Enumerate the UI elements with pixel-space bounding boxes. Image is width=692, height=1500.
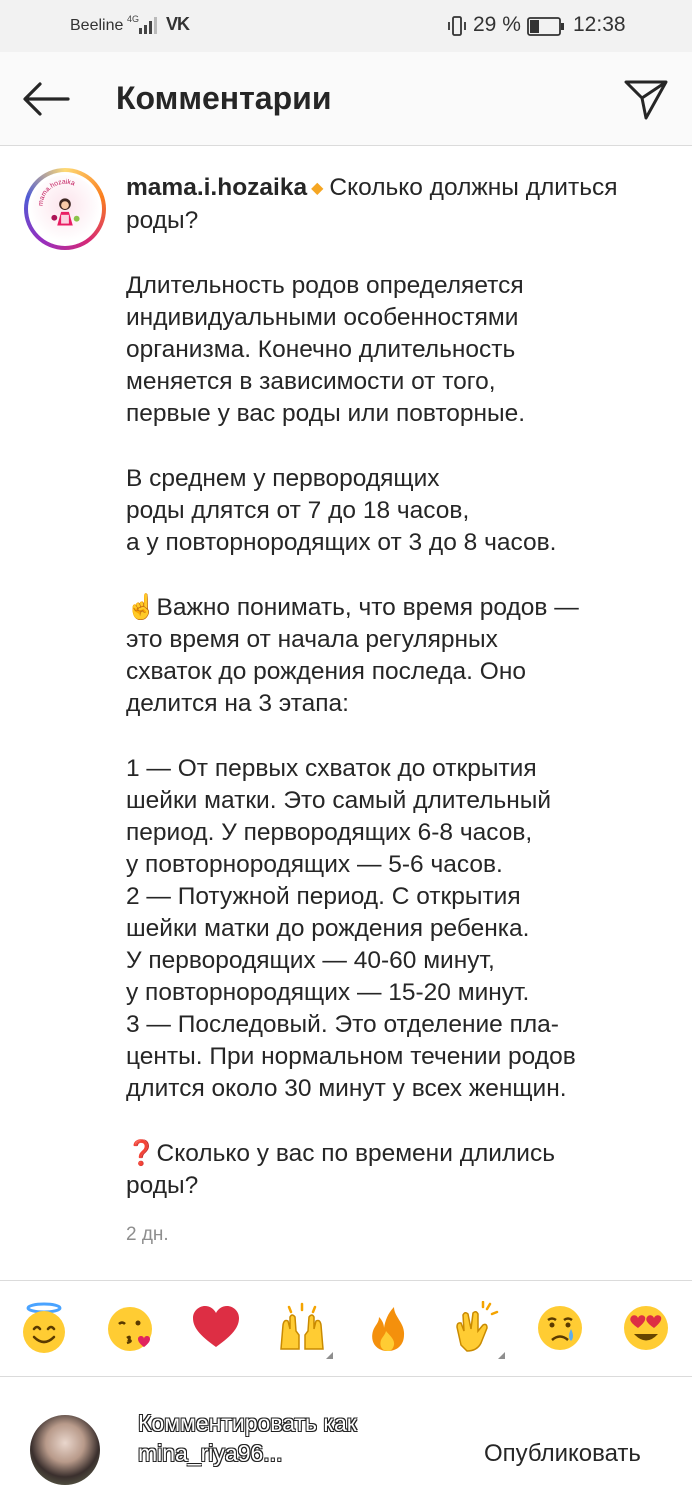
battery-icon	[527, 17, 565, 36]
post-author-avatar[interactable]	[24, 168, 106, 250]
variant-indicator	[498, 1352, 505, 1359]
caption-line: шейки матки до рождения ребенка.	[126, 914, 530, 942]
signal-icon	[137, 16, 159, 34]
page-title: Комментарии	[116, 80, 332, 116]
caption-line: 2 — Потужной период. С открытия	[126, 882, 521, 910]
caption-line: период. У первородящих 6-8 часов,	[126, 818, 533, 846]
brand-logo	[31, 175, 99, 243]
paper-plane-icon	[623, 78, 669, 120]
caption-line: роды?	[126, 1171, 199, 1199]
caption-paragraph	[126, 592, 656, 720]
clapping-hands-icon	[447, 1301, 501, 1355]
crying-face-icon	[533, 1301, 587, 1355]
carrier-name: Beeline	[70, 17, 124, 34]
emoji-button[interactable]	[275, 1301, 329, 1355]
emoji-button[interactable]	[361, 1301, 415, 1355]
heart-eyes-icon	[619, 1301, 673, 1355]
post-caption	[126, 172, 656, 1202]
diamond-icon: ◆	[311, 179, 324, 197]
caption-line: 1 — От первых схваток до открытия	[126, 754, 537, 782]
arrow-left-icon	[22, 81, 70, 117]
comment-input-placeholder: Комментировать как	[138, 1410, 357, 1436]
emoji-button[interactable]	[619, 1301, 673, 1355]
caption-paragraph	[126, 753, 656, 1105]
caption-line: организма. Конечно длительность	[126, 335, 516, 363]
network-type: 4G	[127, 14, 140, 24]
publish-button[interactable]: Опубликовать	[484, 1440, 641, 1467]
comment-input-username: mina_riya96...	[138, 1440, 283, 1466]
caption-line: Длительность родов определяется	[126, 271, 524, 299]
emoji-button[interactable]	[17, 1301, 71, 1355]
comment-input[interactable]	[138, 1408, 458, 1488]
face-blowing-kiss-icon	[103, 1301, 157, 1355]
share-button[interactable]	[620, 74, 672, 124]
caption-line: роды длятся от 7 до 18 часов,	[126, 496, 470, 524]
variant-indicator	[326, 1352, 333, 1359]
caption-line: у повторнородящих — 15-20 минут.	[126, 978, 530, 1006]
caption-paragraph	[126, 1138, 656, 1202]
smiling-face-with-halo-icon	[17, 1301, 71, 1355]
post-timestamp: 2 дн.	[126, 1224, 169, 1245]
clock: 12:38	[573, 13, 626, 36]
caption-line: схваток до рождения последа. Оно	[126, 657, 527, 685]
vk-icon: VK	[166, 14, 190, 34]
post-author-username[interactable]: mama.i.hozaika	[126, 174, 308, 201]
caption-paragraph	[126, 270, 656, 430]
top-app-bar	[0, 52, 692, 146]
emoji-button[interactable]	[103, 1301, 157, 1355]
back-button[interactable]	[20, 76, 72, 122]
red-heart-icon	[189, 1301, 243, 1355]
emoji-button[interactable]	[189, 1301, 243, 1355]
caption-line: ❓Сколько у вас по времени длились	[126, 1139, 555, 1167]
svg-text:mama.hozaika: mama.hozaika	[37, 178, 76, 207]
status-bar	[0, 0, 692, 52]
raising-hands-icon	[275, 1301, 329, 1355]
caption-line: у повторнородящих — 5-6 часов.	[126, 850, 503, 878]
emoji-button[interactable]	[447, 1301, 501, 1355]
current-user-avatar	[30, 1415, 100, 1485]
caption-line: первые у вас роды или повторные.	[126, 399, 526, 427]
caption-paragraph	[126, 463, 656, 559]
vibrate-icon	[446, 15, 468, 37]
caption-line: 3 — Последовый. Это отделение пла-	[126, 1010, 559, 1038]
caption-line: делится на 3 этапа:	[126, 689, 349, 717]
caption-line: меняется в зависимости от того,	[126, 367, 496, 395]
caption-line: У первородящих — 40-60 минут,	[126, 946, 495, 974]
caption-line: ☝️Важно понимать, что время родов —	[126, 593, 579, 621]
caption-line: индивидуальными особенностями	[126, 303, 519, 331]
caption-line: Сколько должны длиться роды?	[126, 174, 618, 234]
caption-line: В среднем у первородящих	[126, 464, 440, 492]
caption-line: шейки матки. Это самый длительный	[126, 786, 552, 814]
comment-compose-bar	[0, 1378, 692, 1500]
caption-line: длится около 30 минут у всех женщин.	[126, 1074, 567, 1102]
fire-icon	[361, 1301, 415, 1355]
emoji-button[interactable]	[533, 1301, 587, 1355]
emoji-quick-bar	[0, 1281, 692, 1377]
battery-percent: 29 %	[473, 13, 521, 36]
caption-line: это время от начала регулярных	[126, 625, 498, 653]
caption-line: центы. При нормальном течении родов	[126, 1042, 576, 1070]
caption-line: а у повторнородящих от 3 до 8 часов.	[126, 528, 557, 556]
